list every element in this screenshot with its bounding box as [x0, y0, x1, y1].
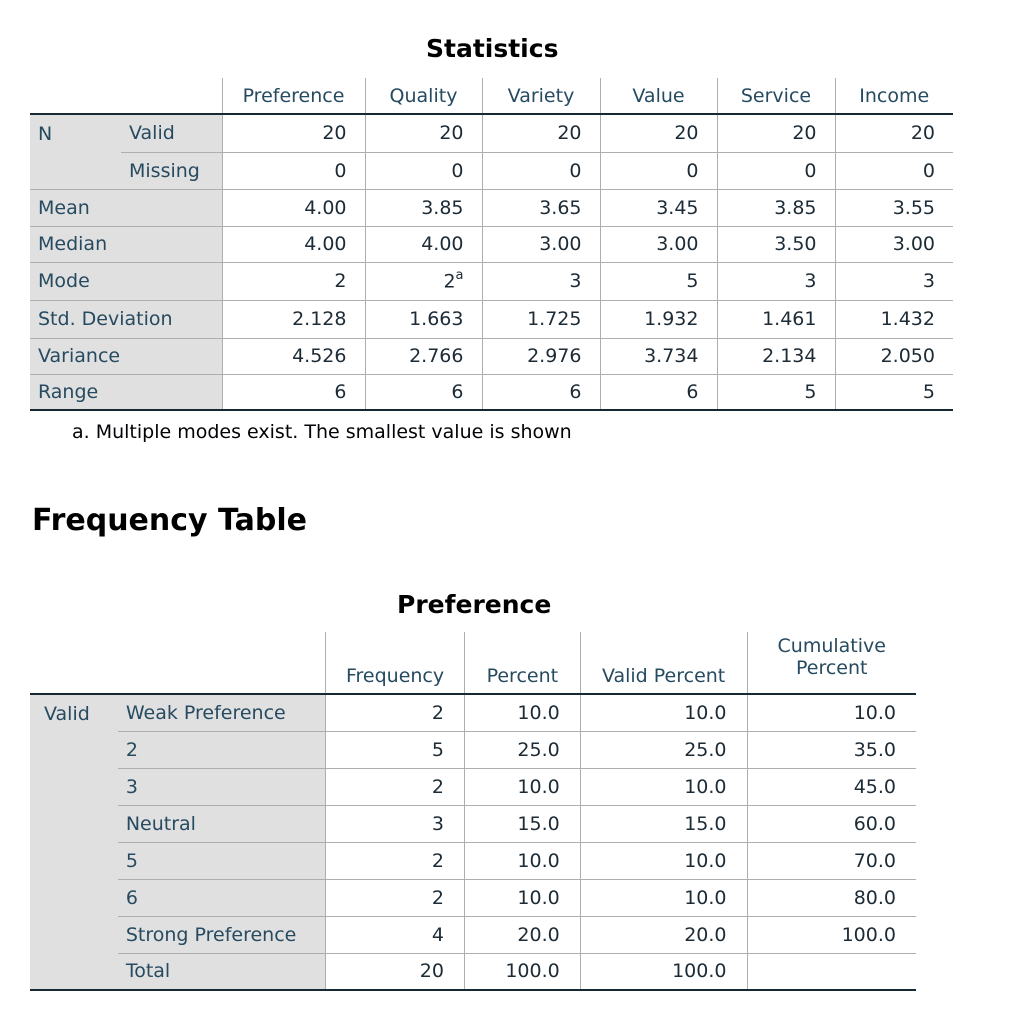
freq-col-header: Frequency — [326, 632, 465, 694]
stats-cell — [365, 152, 482, 189]
stats-cell-value: 2.976 — [527, 345, 582, 367]
stats-cell — [600, 374, 717, 410]
stats-cell-value: 6 — [569, 380, 582, 403]
freq-row — [30, 842, 916, 879]
stats-cell-value: 3 — [922, 270, 935, 292]
freq-cell: 100.0 — [464, 953, 580, 990]
stats-col-header: Value — [600, 78, 717, 114]
freq-cell: 100.0 — [747, 916, 916, 953]
freq-row — [30, 953, 916, 990]
freq-cell: 10.0 — [464, 879, 580, 916]
stats-cell-value: 0 — [334, 159, 347, 182]
stats-cell — [222, 189, 365, 226]
stats-cell — [482, 189, 600, 226]
stats-cell — [365, 338, 482, 374]
freq-row — [30, 916, 916, 953]
stats-col-header: Income — [835, 78, 953, 114]
stats-cell — [222, 338, 365, 374]
stats-cell-value: 3.85 — [774, 196, 817, 219]
stats-col-header: Quality — [365, 78, 482, 114]
stats-row — [30, 226, 953, 262]
stats-row — [30, 262, 953, 300]
stats-cell — [600, 300, 717, 338]
statistics-table — [30, 78, 953, 411]
freq-row-label: 2 — [118, 731, 326, 768]
stats-cell-value: 4.526 — [292, 345, 347, 367]
freq-cell: 2 — [326, 768, 465, 805]
statistics-title: Statistics — [426, 34, 559, 63]
freq-row-label: Strong Preference — [118, 916, 326, 953]
freq-cell: 10.0 — [464, 694, 580, 731]
stats-row — [30, 374, 953, 410]
stats-cell-value: 6 — [686, 380, 699, 403]
stats-cell — [835, 189, 953, 226]
stats-cell — [365, 300, 482, 338]
stats-cell-value: 0 — [922, 159, 935, 182]
stats-cell-value: 3.65 — [539, 196, 582, 219]
stats-cell — [482, 114, 600, 152]
stats-cell — [835, 226, 953, 262]
freq-row — [30, 805, 916, 842]
stats-row-label: Range — [30, 374, 222, 410]
stats-col-header: Variety — [482, 78, 600, 114]
freq-col-header: Valid Percent — [580, 632, 747, 694]
stats-cell-value: 20 — [910, 122, 935, 145]
stats-row — [30, 338, 953, 374]
stats-cell — [600, 338, 717, 374]
stats-cell-value: 3.45 — [656, 196, 699, 219]
freq-cell: 60.0 — [747, 805, 916, 842]
freq-cell: 35.0 — [747, 731, 916, 768]
stats-cell — [365, 189, 482, 226]
stats-cell-value: 2 — [334, 270, 347, 292]
stats-cell-value: 3.00 — [539, 233, 582, 255]
stats-cell — [835, 374, 953, 410]
stats-cell — [365, 114, 482, 152]
stats-cell — [365, 226, 482, 262]
freq-cell: 2 — [326, 842, 465, 879]
stats-cell-value: 3 — [569, 270, 582, 292]
stats-cell — [717, 300, 835, 338]
stats-cell-value: 2 — [443, 270, 456, 293]
statistics-footnote: a. Multiple modes exist. The smallest value is shown — [72, 421, 572, 443]
stats-cell — [835, 338, 953, 374]
preference-frequency-table — [30, 632, 916, 991]
stats-cell — [717, 189, 835, 226]
stats-cell-value: 3 — [804, 270, 817, 292]
freq-row-label: Weak Preference — [118, 694, 326, 731]
stats-cell — [835, 262, 953, 300]
stats-row-label: Variance — [30, 338, 222, 374]
stats-cell-value: 6 — [334, 380, 347, 403]
stats-row-label: Median — [30, 226, 222, 262]
freq-cell: 25.0 — [464, 731, 580, 768]
freq-row — [30, 768, 916, 805]
stats-cell — [600, 152, 717, 189]
stats-row-label: Std. Deviation — [30, 300, 222, 338]
stats-cell — [600, 189, 717, 226]
freq-cell: 10.0 — [580, 842, 747, 879]
stats-cell-value: 20 — [557, 122, 582, 145]
stats-col-header: Preference — [222, 78, 365, 114]
stats-cell — [222, 226, 365, 262]
stats-cell — [365, 262, 482, 300]
freq-group-label: Valid — [30, 694, 118, 990]
stats-cell-value: 3.00 — [892, 233, 935, 255]
stats-cell-value: 1.725 — [527, 308, 582, 330]
stats-cell-value: 20 — [439, 122, 464, 145]
stats-cell-value: 0 — [686, 159, 699, 182]
stats-row-label: N — [30, 114, 121, 189]
freq-row-label: 5 — [118, 842, 326, 879]
stats-cell — [365, 374, 482, 410]
stats-row — [30, 152, 953, 189]
stats-cell — [222, 152, 365, 189]
freq-cell — [747, 953, 916, 990]
stats-cell-value: 4.00 — [304, 196, 347, 219]
stats-cell-value: 5 — [686, 270, 699, 292]
stats-cell — [222, 300, 365, 338]
footnote-marker: a — [455, 268, 464, 284]
freq-cell: 15.0 — [580, 805, 747, 842]
stats-cell-value: 1.432 — [880, 308, 935, 330]
stats-cell — [482, 374, 600, 410]
freq-cell: 10.0 — [464, 842, 580, 879]
stats-cell — [482, 226, 600, 262]
stats-row — [30, 300, 953, 338]
freq-cell: 70.0 — [747, 842, 916, 879]
stats-cell-value: 2.134 — [762, 345, 817, 367]
stats-cell-value: 20 — [674, 122, 699, 145]
freq-cell: 10.0 — [464, 768, 580, 805]
stats-col-header: Service — [717, 78, 835, 114]
stats-cell — [482, 262, 600, 300]
stats-cell — [717, 114, 835, 152]
stats-row-sublabel: Missing — [121, 152, 222, 189]
freq-corner — [30, 632, 326, 694]
freq-cell: 10.0 — [580, 879, 747, 916]
stats-cell — [835, 152, 953, 189]
freq-row-label: Neutral — [118, 805, 326, 842]
stats-cell-value: 3.50 — [774, 233, 817, 255]
freq-cell: 10.0 — [580, 768, 747, 805]
stats-cell — [835, 300, 953, 338]
stats-cell-value: 3.734 — [644, 345, 699, 367]
freq-cell: 20 — [326, 953, 465, 990]
freq-row — [30, 694, 916, 731]
stats-cell-value: 3.85 — [421, 196, 464, 219]
stats-cell-value: 20 — [792, 122, 817, 145]
freq-row — [30, 731, 916, 768]
freq-cell: 2 — [326, 694, 465, 731]
stats-row-sublabel: Valid — [121, 114, 222, 152]
freq-cell: 25.0 — [580, 731, 747, 768]
stats-cell-value: 6 — [451, 380, 464, 403]
freq-cell: 4 — [326, 916, 465, 953]
freq-col-header: Percent — [464, 632, 580, 694]
stats-cell-value: 1.461 — [762, 308, 817, 330]
stats-cell — [222, 262, 365, 300]
stats-cell — [717, 338, 835, 374]
freq-cell: 15.0 — [464, 805, 580, 842]
freq-cell: 5 — [326, 731, 465, 768]
stats-cell-value: 3.00 — [656, 233, 699, 255]
stats-cell — [717, 226, 835, 262]
stats-cell — [600, 114, 717, 152]
stats-row — [30, 114, 953, 152]
stats-cell-value: 20 — [322, 122, 347, 145]
stats-cell-value: 1.663 — [409, 308, 464, 330]
stats-cell — [222, 114, 365, 152]
stats-corner — [30, 78, 222, 114]
freq-cell: 100.0 — [580, 953, 747, 990]
stats-cell-value: 3.55 — [892, 196, 935, 219]
freq-cell: 10.0 — [747, 694, 916, 731]
stats-cell-value: 5 — [922, 380, 935, 403]
freq-row-label: 6 — [118, 879, 326, 916]
stats-cell — [482, 338, 600, 374]
stats-cell-value: 4.00 — [421, 233, 464, 255]
freq-cell: 3 — [326, 805, 465, 842]
stats-cell-value: 5 — [804, 380, 817, 403]
freq-row-label: 3 — [118, 768, 326, 805]
stats-row-label: Mode — [30, 262, 222, 300]
stats-cell-value: 4.00 — [304, 233, 347, 255]
stats-cell — [600, 226, 717, 262]
freq-cell: 10.0 — [580, 694, 747, 731]
stats-cell — [222, 374, 365, 410]
freq-cell: 80.0 — [747, 879, 916, 916]
freq-row — [30, 879, 916, 916]
freq-cell: 20.0 — [464, 916, 580, 953]
stats-cell — [717, 152, 835, 189]
freq-cell: 20.0 — [580, 916, 747, 953]
freq-cell: 2 — [326, 879, 465, 916]
freq-col-header: Cumulative Percent — [747, 632, 916, 694]
stats-cell — [482, 152, 600, 189]
stats-cell-value: 2.050 — [880, 345, 935, 367]
stats-cell-value: 0 — [804, 159, 817, 182]
stats-cell-value: 0 — [451, 159, 464, 182]
stats-cell-value: 1.932 — [644, 308, 699, 330]
stats-row — [30, 189, 953, 226]
stats-cell — [600, 262, 717, 300]
stats-row-label: Mean — [30, 189, 222, 226]
frequency-table-heading: Frequency Table — [32, 503, 307, 538]
stats-cell-value: 0 — [569, 159, 582, 182]
freq-cell: 45.0 — [747, 768, 916, 805]
stats-cell-value: 2.128 — [292, 308, 347, 330]
stats-cell — [717, 374, 835, 410]
freq-row-label: Total — [118, 953, 326, 990]
stats-cell — [835, 114, 953, 152]
stats-cell — [482, 300, 600, 338]
stats-cell-value: 2.766 — [409, 345, 464, 367]
preference-title: Preference — [397, 590, 552, 619]
stats-cell — [717, 262, 835, 300]
